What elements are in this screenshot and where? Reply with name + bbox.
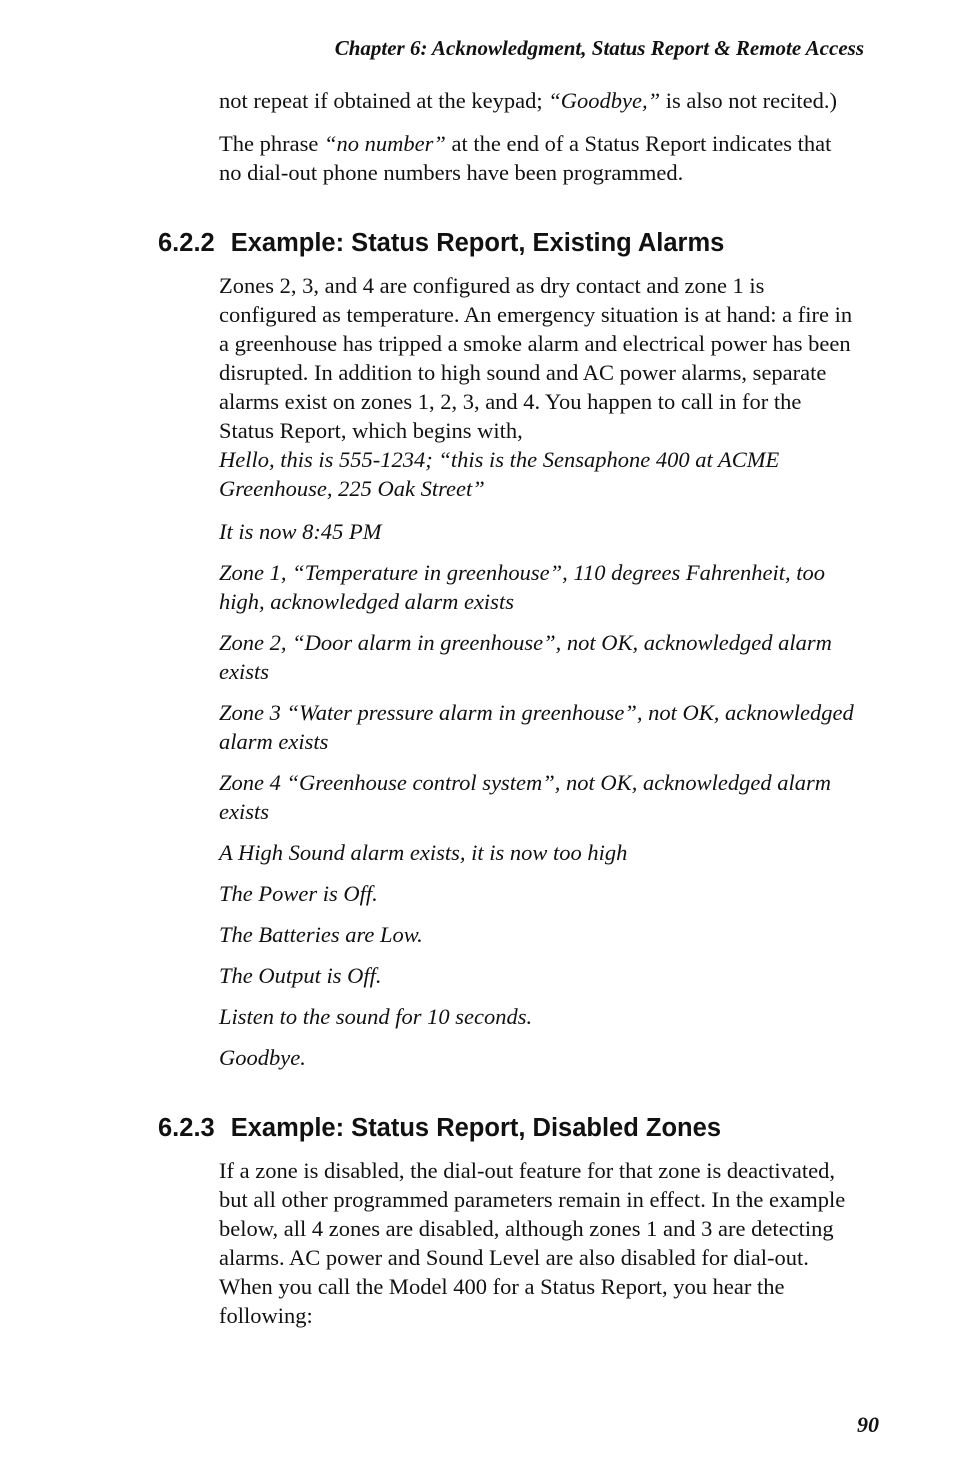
report-line: The Power is Off. — [219, 881, 378, 906]
intro-p2-text-a: The phrase — [219, 131, 324, 156]
intro-p1-text-a: not repeat if obtained at the keypad; — [219, 88, 549, 113]
section-6-2-2-body — [219, 271, 855, 503]
intro-paragraph-2 — [219, 129, 855, 187]
section-6-2-2-body-text: Zones 2, 3, and 4 are configured as dry contact and zone 1 is configured as temperature. An emergency situation is at hand: a fire in a greenhouse has tripped a smoke alarm and electrical power has been disrupted. In addition to high sound and AC power alarms, separate alarms exist on zones 1, 2, 3, and 4. You happen to call in for the Status Report, which begins with, — [219, 273, 853, 443]
intro-p2-no-number-quote: “no number” — [323, 131, 446, 156]
intro-p1-text-b: is also not recited.) — [660, 88, 837, 113]
report-line: It is now 8:45 PM — [219, 519, 382, 544]
report-line: A High Sound alarm exists, it is now too high — [219, 840, 628, 865]
section-title: Example: Status Report, Disabled Zones — [230, 1114, 721, 1142]
report-line: The Output is Off. — [219, 963, 382, 988]
section-number: 6.2.3 — [158, 1114, 215, 1142]
report-line: Zone 1, “Temperature in greenhouse”, 110 degrees Fahrenheit, too high, acknowledged alarm exists — [219, 560, 825, 614]
section-title: Example: Status Report, Existing Alarms — [230, 229, 725, 257]
section-heading-6-2-2 — [158, 227, 954, 259]
running-header: Chapter 6: Acknowledgment, Status Report & Remote Access — [334, 36, 864, 60]
intro-paragraph-1 — [219, 86, 855, 115]
intro-p2-text-b: at the end of a Status Report indicates that no dial-out phone numbers have been programmed. — [219, 131, 832, 185]
report-line: Goodbye. — [219, 1045, 306, 1070]
intro-p1-goodbye-quote: “Goodbye,” — [548, 88, 661, 113]
page-number: 90 — [857, 1412, 879, 1437]
section-6-2-3-body: If a zone is disabled, the dial-out feature for that zone is deactivated, but all other programmed parameters remain in effect. In the example below, all 4 zones are disabled, although zones 1 and 3 are detecting alarms. AC power and Sound Level are also disabled for dial-out. When you call the Model 400 for a Status Report, you hear the following: — [219, 1158, 846, 1328]
report-line: Zone 2, “Door alarm in greenhouse”, not OK, acknowledged alarm exists — [219, 630, 832, 684]
section-heading-6-2-3 — [158, 1112, 954, 1144]
section-6-2-2-greeting: Hello, this is 555-1234; “this is the Sensaphone 400 at ACME Greenhouse, 225 Oak Street” — [219, 447, 780, 501]
report-line: Listen to the sound for 10 seconds. — [219, 1004, 533, 1029]
page-content — [0, 86, 954, 1344]
report-line: The Batteries are Low. — [219, 922, 423, 947]
report-line: Zone 3 “Water pressure alarm in greenhouse”, not OK, acknowledged alarm exists — [219, 700, 854, 754]
section-number: 6.2.2 — [158, 229, 215, 257]
report-line: Zone 4 “Greenhouse control system”, not OK, acknowledged alarm exists — [219, 770, 832, 824]
